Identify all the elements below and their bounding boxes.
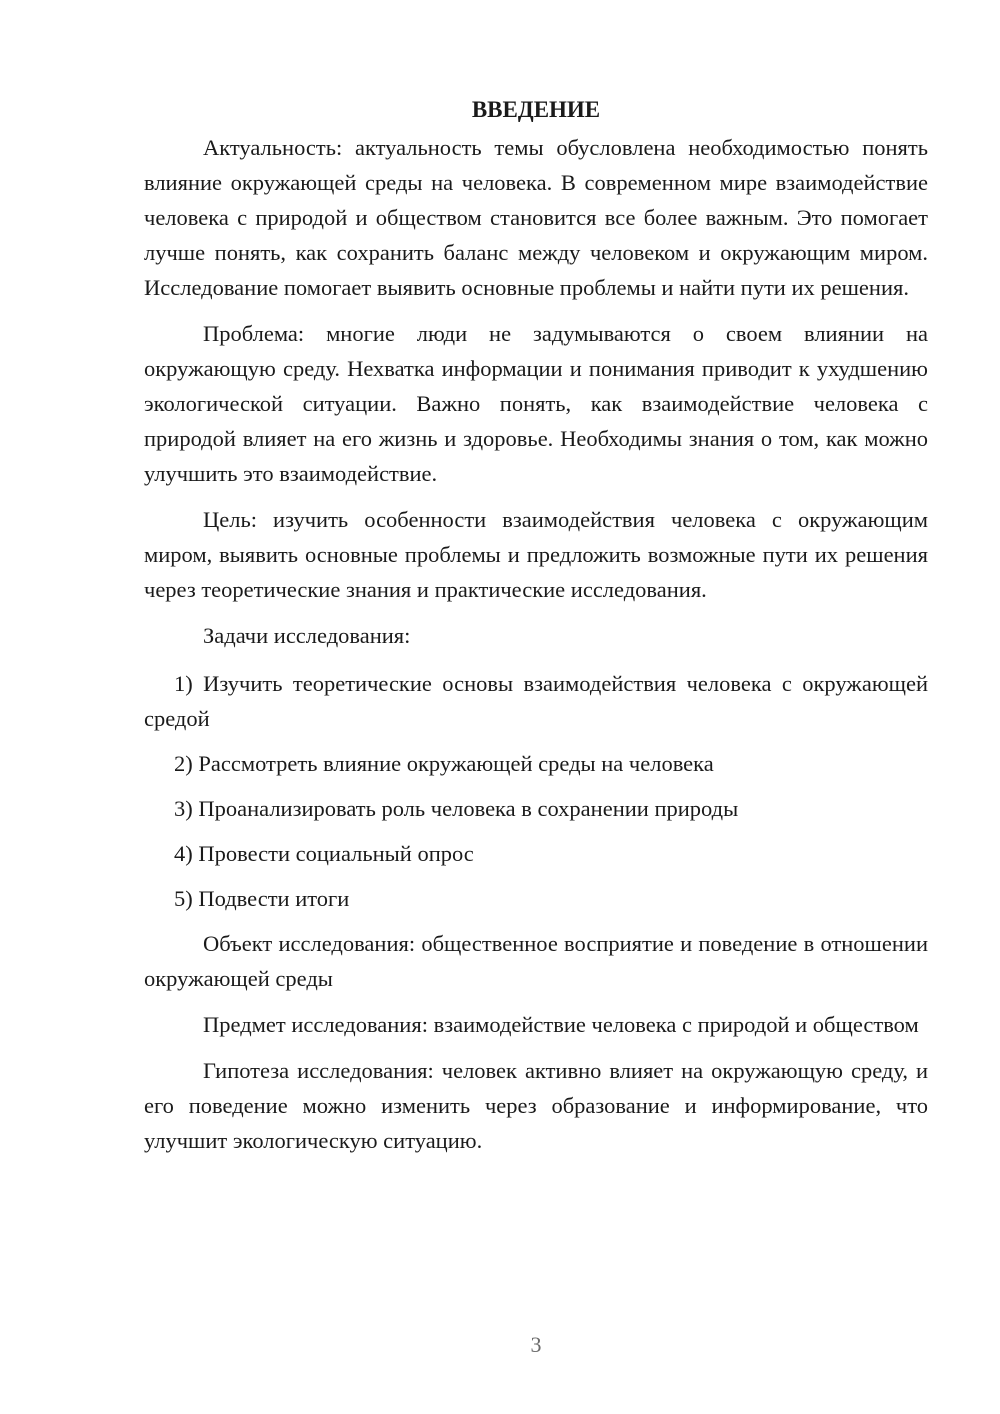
task-item-3: 3) Проанализировать роль человека в сохранении природы [174,796,739,821]
subject-paragraph: Предмет исследования: взаимодействие человека с природой и обществом [203,1012,919,1037]
goal-paragraph: Цель: изучить особенности взаимодействия человека с окружающим миром, выявить основные проблемы и предложить возможные пути их решения через теоретические знания и практические исследования. [144,507,928,602]
document-page [144,92,928,1169]
task-item-2: 2) Рассмотреть влияние окружающей среды на человека [174,751,714,776]
hypothesis-paragraph: Гипотеза исследования: человек активно влияет на окружающую среду, и его поведение можно изменить через образование и информирование, что улучшит экологическую ситуацию. [144,1058,928,1153]
problem-paragraph: Проблема: многие люди не задумываются о своем влиянии на окружающую среду. Нехватка информации и понимания приводит к ухудшению экологической ситуации. Важно понять, как взаимодействие человека с природой влияет на его жизнь и здоровье. Необходимы знания о том, как можно улучшить это взаимодействие. [144,321,928,486]
task-item-1: 1) Изучить теоретические основы взаимодействия человека с окружающей средой [144,671,928,731]
tasks-heading: Задачи исследования: [203,623,411,648]
task-item-4: 4) Провести социальный опрос [174,841,474,866]
section-title: ВВЕДЕНИЕ [471,97,601,122]
object-paragraph: Объект исследования: общественное восприятие и поведение в отношении окружающей среды [144,931,928,991]
page-number: 3 [530,1332,542,1357]
task-item-5: 5) Подвести итоги [174,886,350,911]
relevance-paragraph: Актуальность: актуальность темы обусловлена необходимостью понять влияние окружающей среды на человека. В современном мире взаимодействие человека с природой и обществом становится все более важным. Это помогает лучше понять, как сохранить баланс между человеком и окружающим миром. Исследование помогает выявить основные проблемы и найти пути их решения. [144,135,928,300]
